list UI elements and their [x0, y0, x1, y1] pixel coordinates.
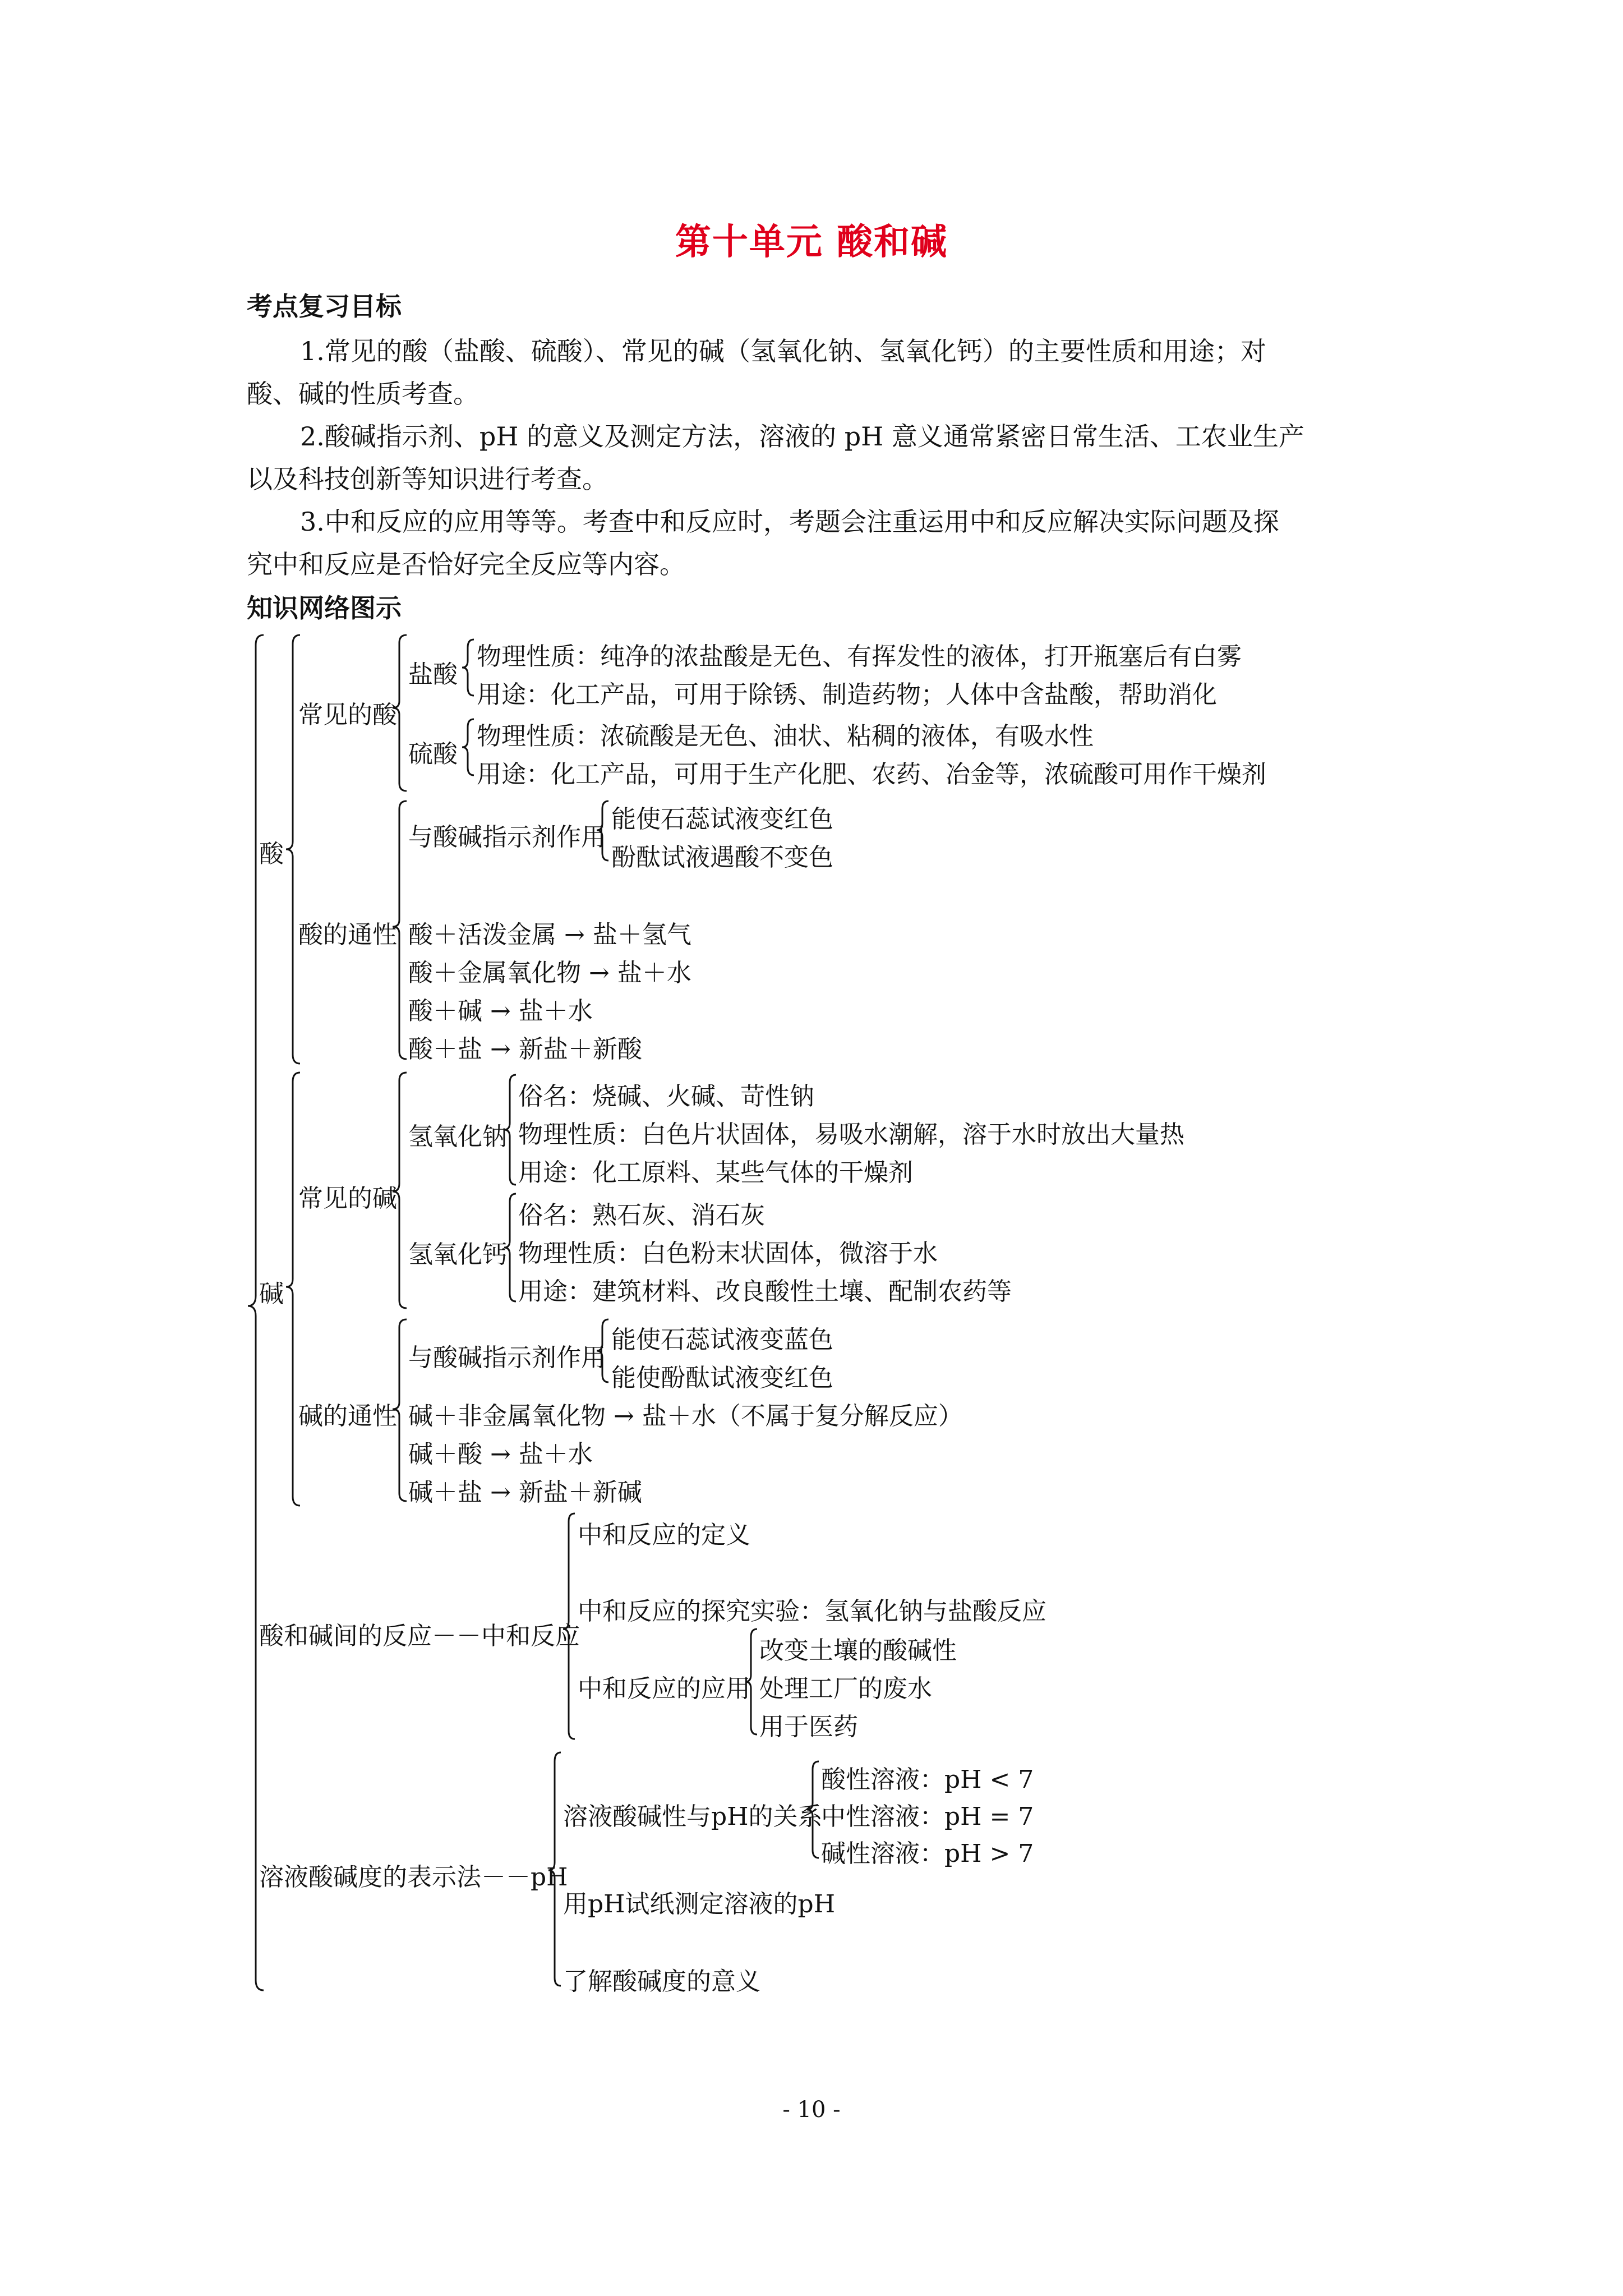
node-h2so4: 硫酸 — [408, 740, 458, 769]
neutral-experiment: 中和反应的探究实验：氢氧化钠与盐酸反应 — [578, 1597, 1046, 1626]
bracket-base — [286, 1073, 300, 1506]
hcl-physical: 物理性质：纯净的浓盐酸是无色、有挥发性的液体，打开瓶塞后有白雾 — [477, 642, 1242, 671]
acid-reaction-1: 酸＋活泼金属 → 盐＋氢气 — [408, 921, 691, 949]
neutral-definition: 中和反应的定义 — [578, 1521, 750, 1549]
node-base-general: 碱的通性 — [298, 1402, 397, 1430]
h2so4-use: 用途：化工产品，可用于生产化肥、农药、冶金等，浓硫酸可用作干燥剂 — [477, 760, 1266, 789]
node-acid-indicator: 与酸碱指示剂作用 — [408, 823, 606, 852]
node-caoh2: 氢氧化钙 — [408, 1240, 507, 1269]
base-reaction-3: 碱＋盐 → 新盐＋新碱 — [408, 1478, 642, 1507]
page-title: 第十单元 酸和碱 — [675, 221, 948, 263]
ph-relation-acid: 酸性溶液：pH < 7 — [821, 1765, 1034, 1794]
node-naoh: 氢氧化钠 — [408, 1122, 507, 1151]
node-base-indicator: 与酸碱指示剂作用 — [408, 1343, 606, 1372]
ph-meaning: 了解酸碱度的意义 — [563, 1967, 760, 1996]
ph-relation-base: 碱性溶液：pH > 7 — [821, 1839, 1034, 1868]
naoh-physical: 物理性质：白色片状固体，易吸水潮解，溶于水时放出大量热 — [518, 1120, 1184, 1149]
caoh2-name: 俗名：熟石灰、消石灰 — [518, 1201, 765, 1230]
neutral-application-2: 处理工厂的废水 — [759, 1674, 932, 1703]
node-common-acid: 常见的酸 — [298, 701, 397, 729]
naoh-name: 俗名：烧碱、火碱、苛性钠 — [518, 1082, 814, 1111]
base-indicator-1: 能使石蕊试液变蓝色 — [611, 1326, 833, 1354]
h2so4-physical: 物理性质：浓硫酸是无色、油状、粘稠的液体，有吸水性 — [477, 722, 1094, 751]
goal-3-line-1: 3.中和反应的应用等等。考查中和反应时，考题会注重运用中和反应解决实际问题及探 — [300, 507, 1279, 537]
acid-reaction-4: 酸＋盐 → 新盐＋新酸 — [408, 1035, 642, 1064]
node-base: 碱 — [259, 1280, 284, 1308]
bracket-h2so4 — [462, 719, 474, 775]
acid-reaction-2: 酸＋金属氧化物 → 盐＋水 — [408, 959, 691, 987]
caoh2-physical: 物理性质：白色粉末状固体，微溶于水 — [518, 1239, 938, 1268]
base-indicator-2: 能使酚酞试液变红色 — [611, 1364, 833, 1392]
node-common-base: 常见的碱 — [298, 1184, 397, 1213]
node-ph-relation: 溶液酸碱性与pH的关系 — [563, 1802, 823, 1831]
bracket-hcl — [462, 639, 474, 696]
node-neutralization: 酸和碱间的反应－－中和反应 — [259, 1622, 580, 1650]
acid-indicator-2: 酚酞试液遇酸不变色 — [611, 843, 833, 872]
goal-2-line-2: 以及科技创新等知识进行考查。 — [247, 464, 608, 494]
node-neutral-application: 中和反应的应用 — [578, 1674, 750, 1703]
section-heading-review-goals: 考点复习目标 — [247, 291, 402, 321]
goal-1-line-1: 1.常见的酸（盐酸、硫酸）、常见的碱（氢氧化钠、氢氧化钙）的主要性质和用途；对 — [300, 336, 1266, 366]
goal-1-line-2: 酸、碱的性质考查。 — [247, 379, 479, 409]
node-acid: 酸 — [259, 840, 284, 868]
section-heading-knowledge-map: 知识网络图示 — [247, 593, 402, 623]
neutral-application-1: 改变土壤的酸碱性 — [759, 1636, 957, 1665]
naoh-use: 用途：化工原料、某些气体的干燥剂 — [518, 1158, 913, 1187]
ph-relation-neutral: 中性溶液：pH = 7 — [821, 1802, 1034, 1831]
goal-3-line-2: 究中和反应是否恰好完全反应等内容。 — [247, 549, 685, 579]
acid-reaction-3: 酸＋碱 → 盐＋水 — [408, 997, 593, 1025]
base-reaction-1: 碱＋非金属氧化物 → 盐＋水（不属于复分解反应） — [408, 1402, 963, 1430]
goal-2-line-1: 2.酸碱指示剂、pH 的意义及测定方法，溶液的 pH 意义通常紧密日常生活、工农业生产 — [300, 421, 1304, 452]
node-acid-general: 酸的通性 — [298, 921, 397, 949]
caoh2-use: 用途：建筑材料、改良酸性土壤、配制农药等 — [518, 1277, 1012, 1306]
acid-indicator-1: 能使石蕊试液变红色 — [611, 805, 833, 834]
hcl-use: 用途：化工产品，可用于除锈、制造药物；人体中含盐酸，帮助消化 — [477, 680, 1217, 709]
ph-measure: 用pH试纸测定溶液的pH — [563, 1890, 836, 1918]
base-reaction-2: 碱＋酸 → 盐＋水 — [408, 1440, 593, 1469]
node-ph: 溶液酸碱度的表示法－－pH — [259, 1863, 568, 1892]
page-number: - 10 - — [782, 2097, 841, 2123]
neutral-application-3: 用于医药 — [759, 1713, 858, 1741]
node-hcl: 盐酸 — [408, 660, 458, 689]
